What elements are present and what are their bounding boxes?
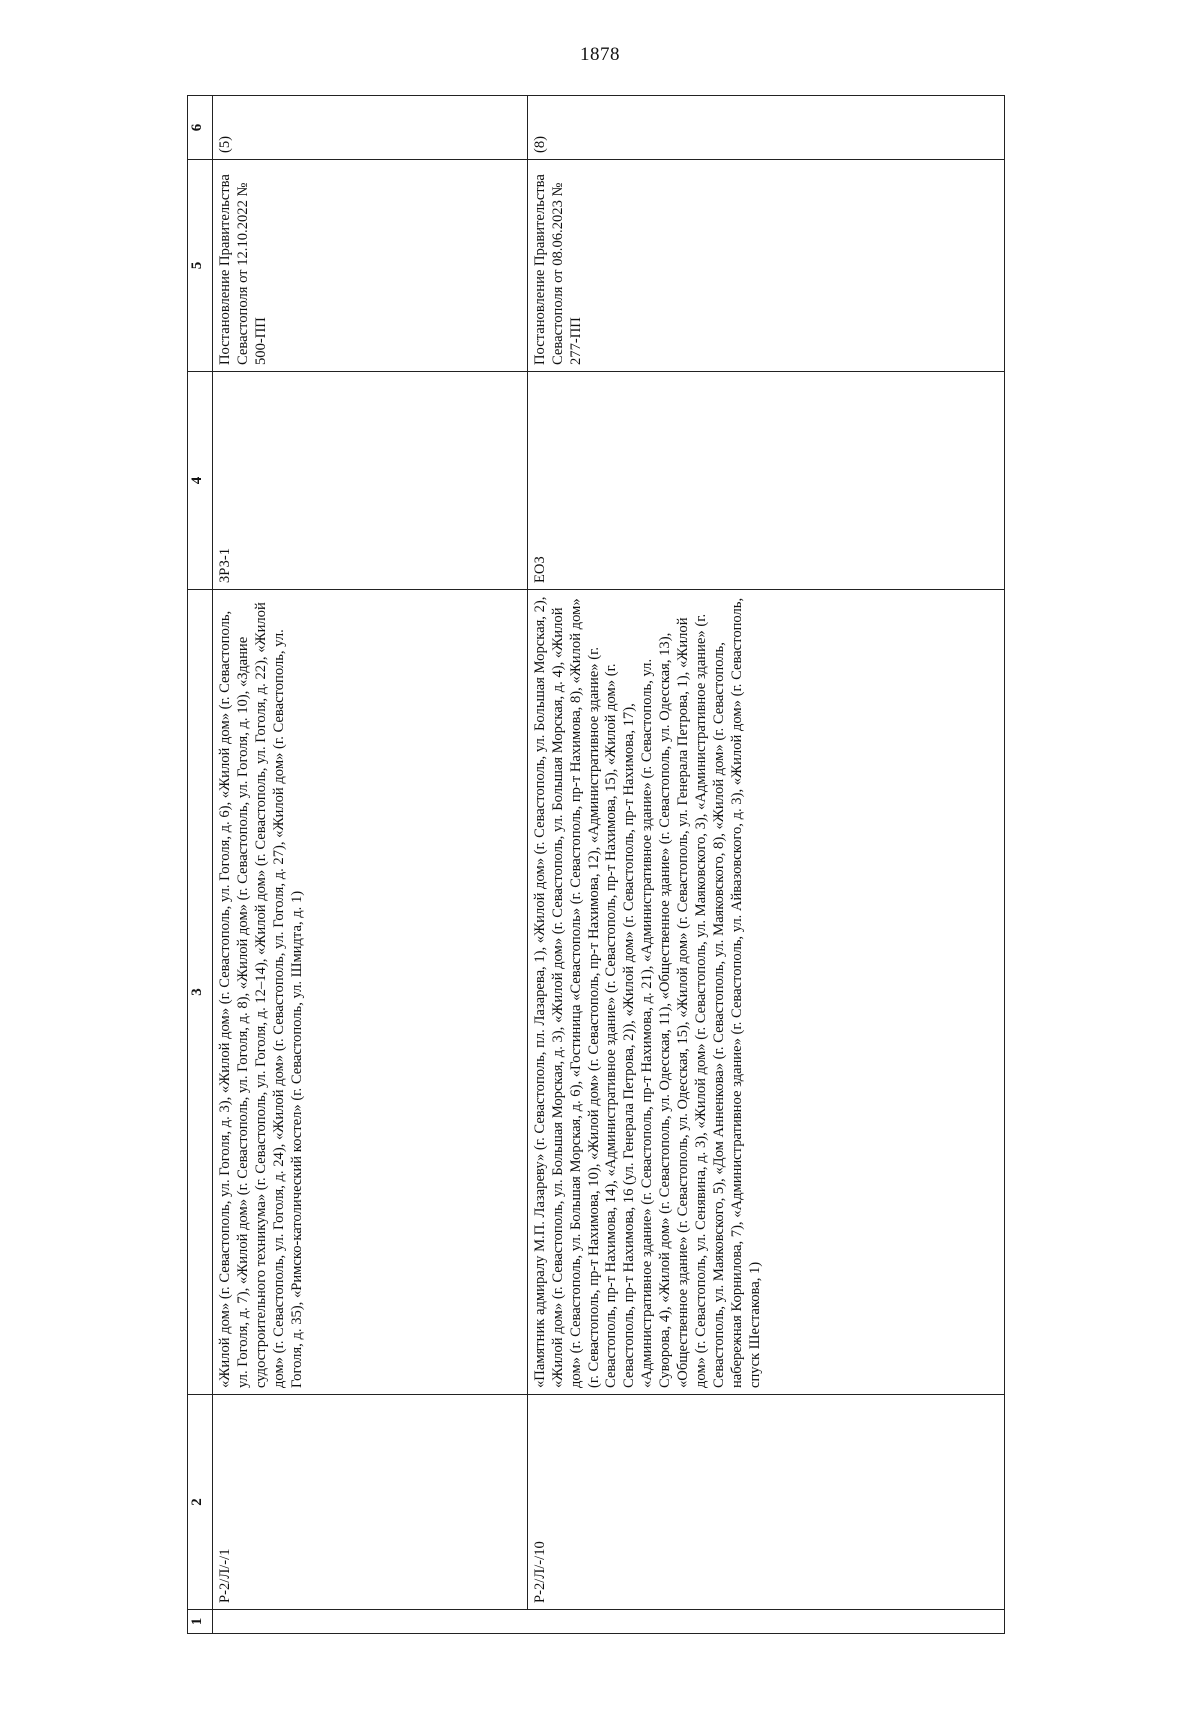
column-header-3: 3 (188, 590, 213, 1395)
cell-zone-code: Р-2/Л/-/10 (527, 1395, 1004, 1610)
cell-protection-zone: ЗРЗ-1 (213, 372, 527, 590)
rotated-table-frame (187, 96, 1005, 1634)
column-header-5: 5 (188, 160, 213, 372)
page-number: 1878 (580, 44, 620, 65)
table-row (213, 96, 527, 1634)
table-row (527, 96, 1004, 1634)
register-table (187, 95, 1005, 1634)
cell-legal-document: Постановление Правительства Севастополя от 08.06.2023 № 277-ПП (527, 160, 1004, 372)
cell-note: (5) (213, 96, 527, 160)
cell-legal-document: Постановление Правительства Севастополя от 12.10.2022 № 500-ПП (213, 160, 527, 372)
cell-heritage-objects: «Жилой дом» (г. Севастополь, ул. Гоголя, д. 3), «Жилой дом» (г. Севастополь, ул. Гоголя, д. 6), «Жилой дом» (г. Севастополь, ул. Гоголя, д. 7), «Жилой дом» (г. Севастополь, ул. Гоголя, д. 8), «Жилой дом» (г. Севастополь, ул. Гоголя, д. 10), «Здание судостроительного техникума» (г. Севастополь, ул. Гоголя, д. 12–14), «Жилой дом» (г. Севастополь, ул. Гоголя, д. 22), «Жилой дом» (г. Севастополь, ул. Гоголя, д. 24), «Жилой дом» (г. Севастополь, ул. Гоголя, д. 27), «Жилой дом» (г. Севастополь, ул. Гоголя, д. 35), «Римско-католический костел» (г. Севастополь, ул. Шмидта, д. 1) (213, 590, 527, 1395)
column-header-4: 4 (188, 372, 213, 590)
cell-note: (8) (527, 96, 1004, 160)
column-header-2: 2 (188, 1395, 213, 1610)
cell-heritage-objects: «Памятник адмиралу М.П. Лазареву» (г. Севастополь, пл. Лазарева, 1), «Жилой дом» (г. Севастополь, ул. Большая Морская, 2), «Жилой дом» (г. Севастополь, ул. Большая Морская, д. 3), «Жилой дом» (г. Севастополь, ул. Большая Морская, д. 4), «Жилой дом» (г. Севастополь, ул. Большая Морская, д. 6), «Гостиница «Севастополь» (г. Севастополь, пр-т Нахимова, 8), «Жилой дом» (г. Севастополь, пр-т Нахимова, 10), «Жилой дом» (г. Севастополь, пр-т Нахимова, 12), «Административное здание» (г. Севастополь, пр-т Нахимова, 14), «Административное здание» (г. Севастополь, пр-т Нахимова, 15), «Жилой дом» (г. Севастополь, пр-т Нахимова, 16 (ул. Генерала Петрова, 2)), «Жилой дом» (г. Севастополь, пр-т Нахимова, 17), «Административное здание» (г. Севастополь, пр-т Нахимова, д. 21), «Административное здание» (г. Севастополь, ул. Суворова, 4), «Жилой дом» (г. Севастополь, ул. Одесская, 11), «Общественное здание» (г. Севастополь, ул. Одесская, 13), «Общественное здание» (г. Севастополь, ул. Одесская, 15), «Жилой дом» (г. Севастополь, ул. Генерала Петрова, 1), «Жилой дом» (г. Севастополь, ул. Сенявина, д. 3), «Жилой дом» (г. Севастополь, ул. Маяковского, 3), «Административное здание» (г. Севастополь, ул. Маяковского, 5), «Дом Анненкова» (г. Севастополь, ул. Маяковского, 8), «Жилой дом» (г. Севастополь, набережная Корнилова, 7), «Административное здание» (г. Севастополь, ул. Айвазовского, д. 3), «Жилой дом» (г. Севастополь, спуск Шестакова, 1) (527, 590, 1004, 1395)
cell-protection-zone: ЕОЗ (527, 372, 1004, 590)
cell-zone-code: Р-2/Л/-/1 (213, 1395, 527, 1610)
header-row (188, 96, 213, 1634)
column-header-1: 1 (188, 1610, 213, 1634)
column-header-6: 6 (188, 96, 213, 160)
cell-column-1 (213, 1610, 1005, 1634)
rotated-table-container (187, 96, 1005, 1634)
